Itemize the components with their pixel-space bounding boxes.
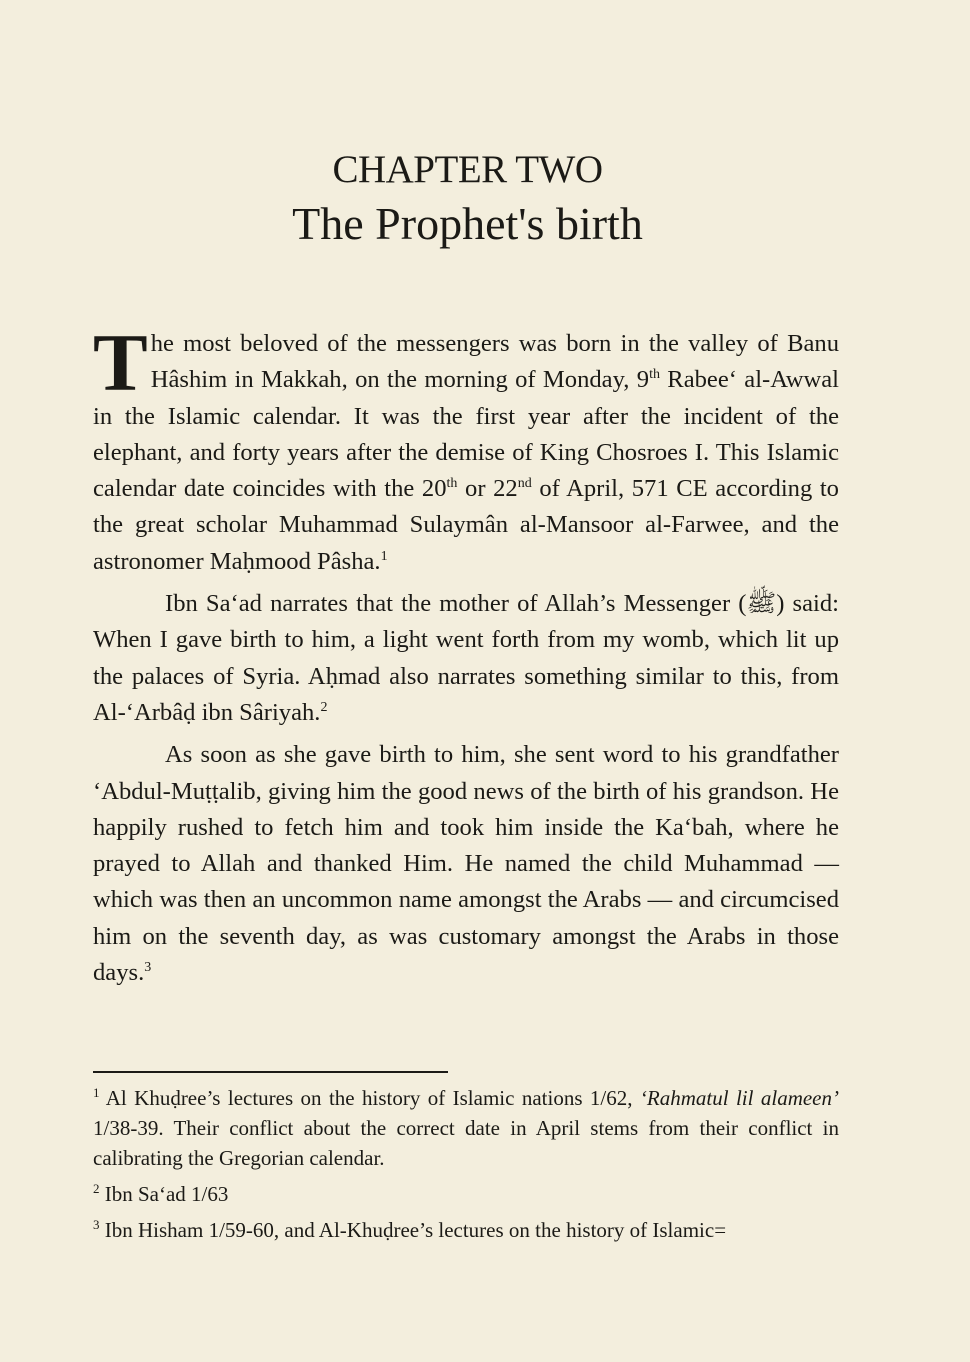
footnotes xyxy=(93,1083,839,1251)
paragraph-1-text-d: of April, 571 CE according to the great scholar Muhammad Sulaymân al-Mansoor al-Farwee, and the astronomer Maḥmood Pâsha. xyxy=(93,475,839,575)
footnote-2-text: Ibn Sa‘ad 1/63 xyxy=(104,1182,229,1206)
footnote-ref-3[interactable]: 3 xyxy=(144,960,152,976)
footnote-3 xyxy=(93,1215,839,1245)
paragraph-1-text-a: he most beloved of the messengers was born in the valley of Banu Hâshim in Makkah, on the morning of Monday, 9 xyxy=(150,330,839,394)
chapter-heading xyxy=(95,145,840,253)
body-text xyxy=(93,317,839,997)
drop-cap: T xyxy=(93,317,148,408)
footnote-divider xyxy=(93,1071,448,1073)
footnote-number: 3 xyxy=(93,1217,100,1232)
chapter-title: The Prophet's birth xyxy=(292,198,643,249)
superscript: th xyxy=(446,476,458,492)
footnote-1 xyxy=(93,1083,839,1173)
footnote-number: 1 xyxy=(93,1085,100,1100)
paragraph-2 xyxy=(93,586,839,731)
paragraph-3 xyxy=(93,737,839,991)
footnote-3-text: Ibn Hisham 1/59-60, and Al-Khuḍree’s lectures on the history of Islamic= xyxy=(104,1218,727,1242)
footnote-2 xyxy=(93,1179,839,1209)
superscript: nd xyxy=(517,476,532,492)
footnote-number: 2 xyxy=(93,1181,100,1196)
superscript: th xyxy=(649,367,660,383)
footnote-1-text-b: 1/38-39. Their conflict about the correct date in April stems from their conflict in calibrating the Gregorian calendar. xyxy=(93,1116,839,1170)
footnote-ref-2[interactable]: 2 xyxy=(320,699,328,715)
footnote-1-italic: ‘Rahmatul lil alameen’ xyxy=(639,1086,840,1110)
chapter-number: CHAPTER TWO xyxy=(332,148,603,191)
paragraph-2-text: Ibn Sa‘ad narrates that the mother of Allah’s Messenger (ﷺ) said: When I gave birth to him, a light went forth from my womb, which lit up the palaces of Syria. Aḥmad also narrates something similar to this, from Al-‘Arbâḍ ibn Sâriyah. xyxy=(93,590,839,726)
paragraph-3-text: As soon as she gave birth to him, she sent word to his grandfather ‘Abdul-Muṭṭalib, giving him the good news of the birth of his grandson. He happily rushed to fetch him and took him inside the Ka‘bah, where he prayed to Allah and thanked Him. He named the child Muhammad — which was then an uncommon name amongst the Arabs — and circumcised him on the seventh day, as was customary amongst the Arabs in those days. xyxy=(93,741,839,987)
footnote-ref-1[interactable]: 1 xyxy=(380,548,388,564)
paragraph-1-text-b: Rabee‘ al-Awwal in the Islamic calendar. It was the first year after the incident of the elephant, and forty years after the demise of King Chosroes I. This Islamic calendar date coincides with the 20 xyxy=(93,366,839,503)
paragraph-1-text-c: or 22 xyxy=(457,475,518,503)
footnote-1-text-a: Al Khuḍree’s lectures on the history of Islamic nations 1/62, xyxy=(105,1086,640,1110)
paragraph-1 xyxy=(93,317,839,580)
